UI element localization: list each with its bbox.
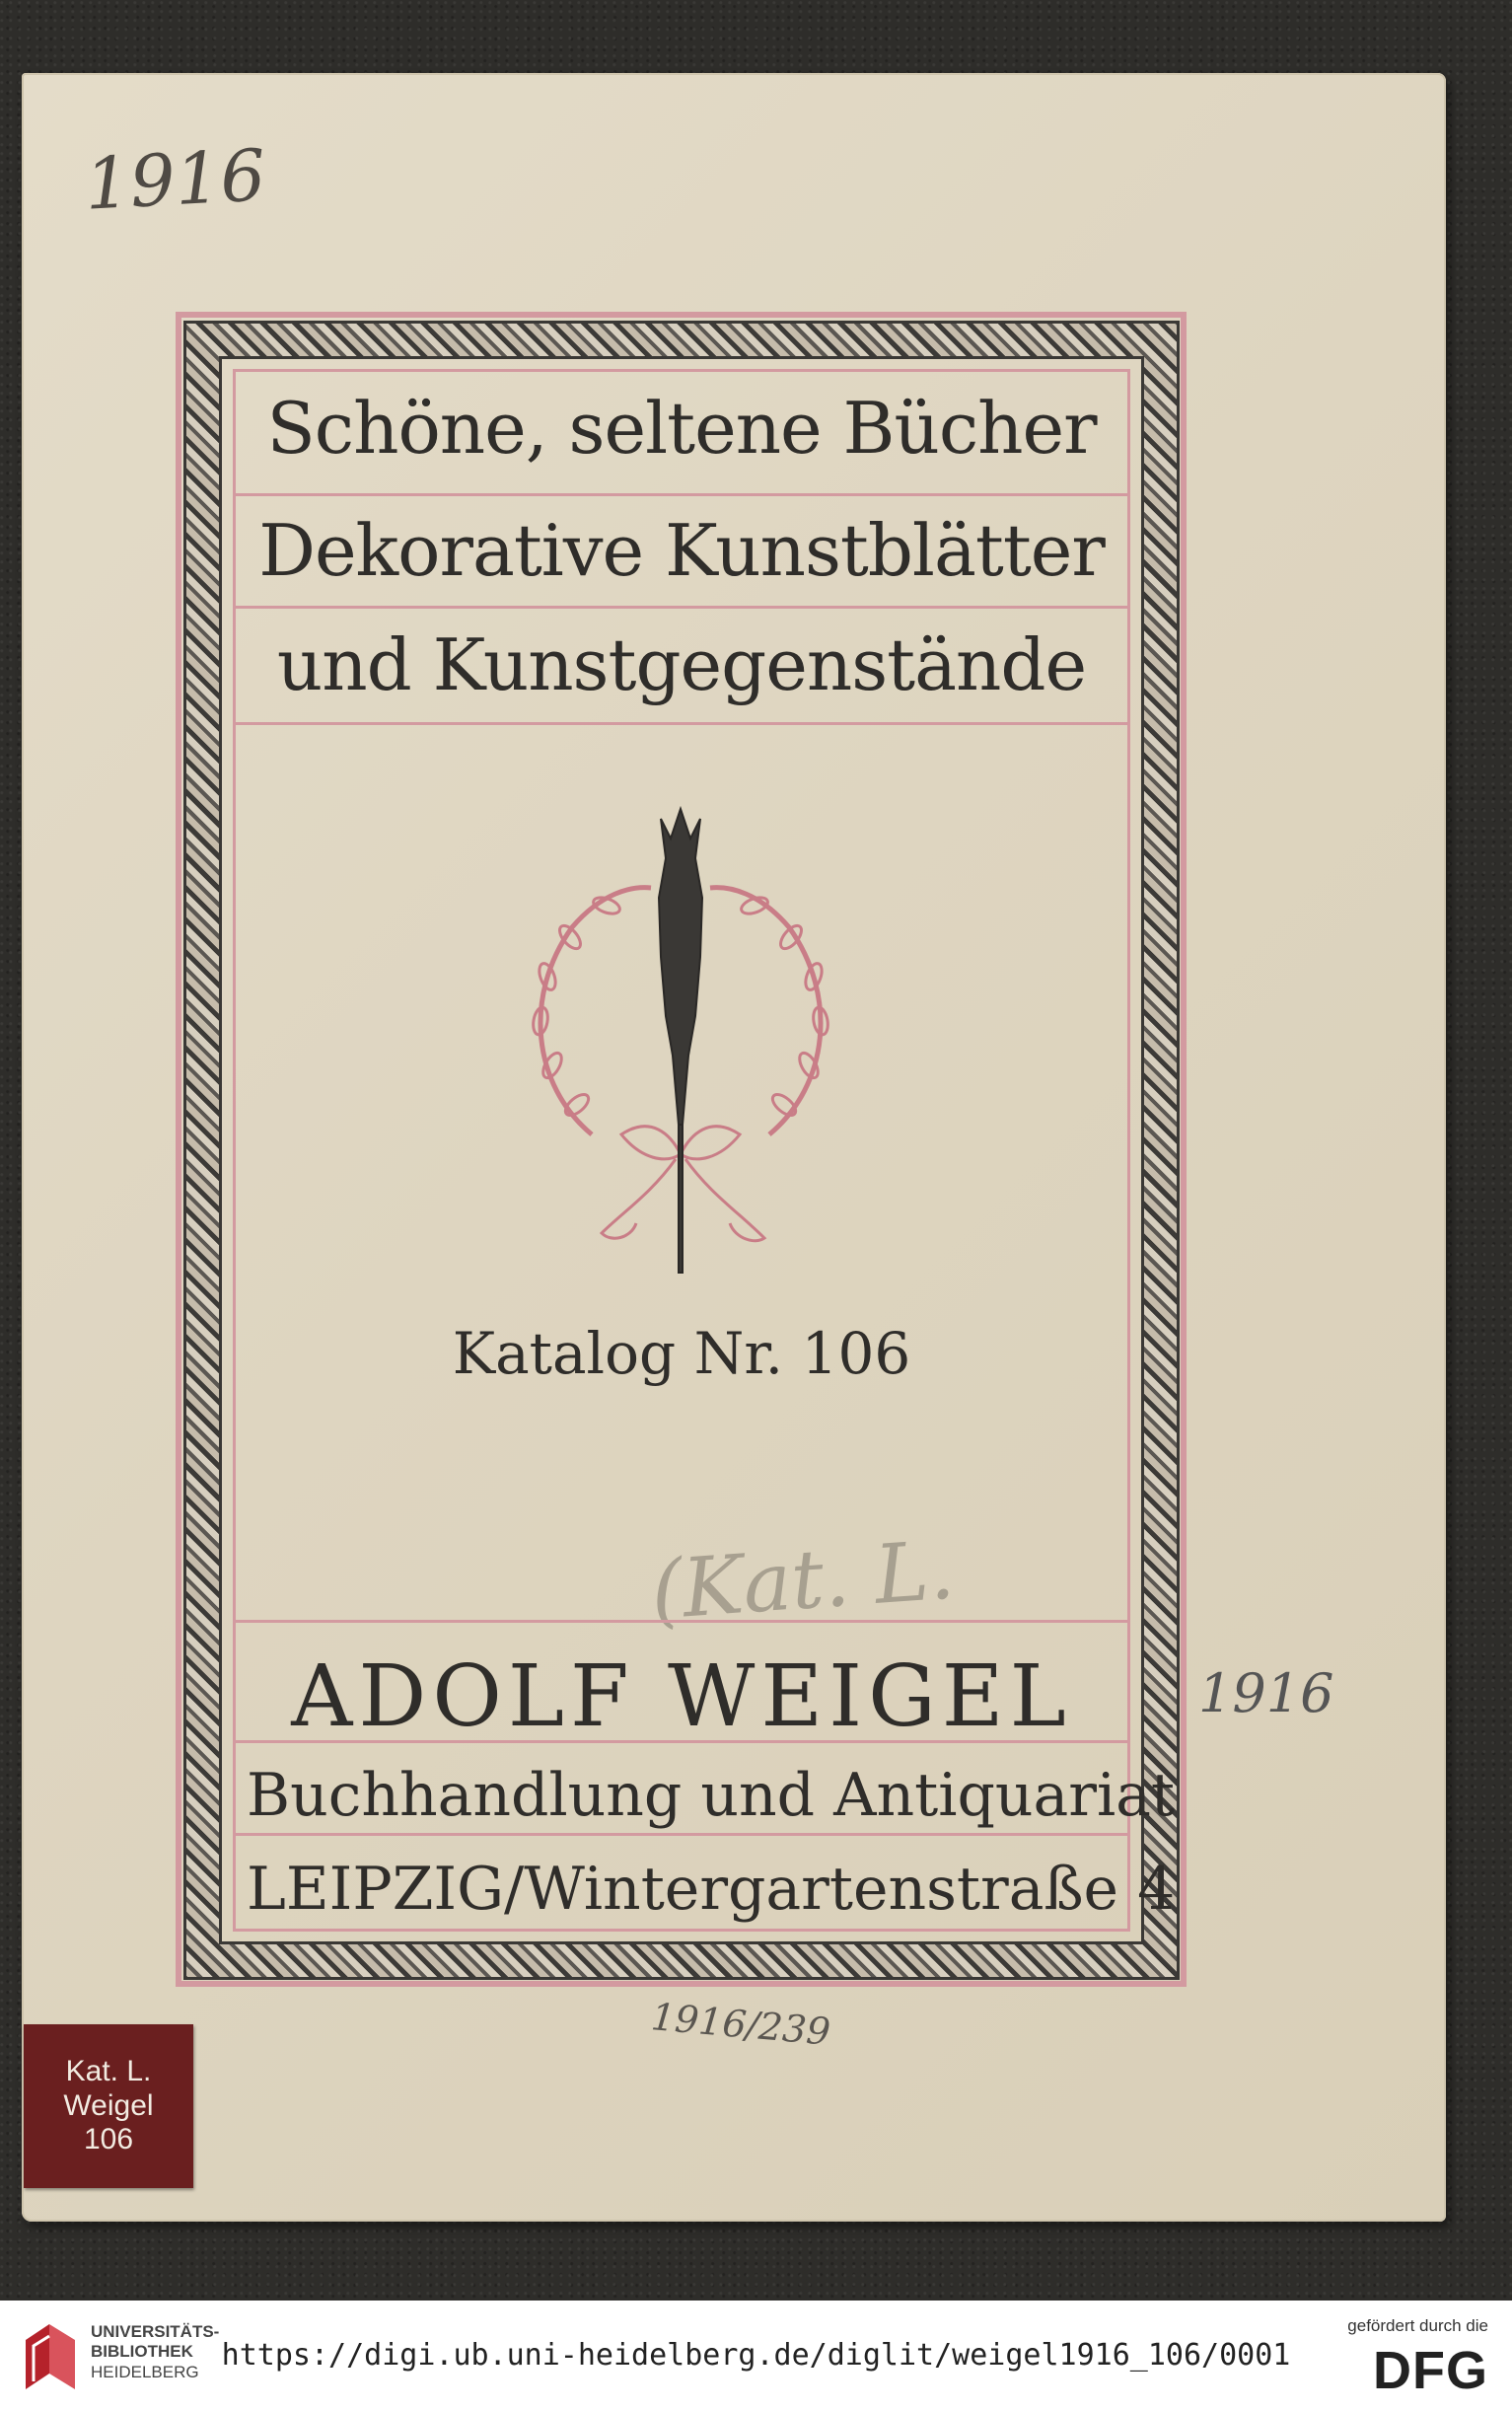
shelf-label-line: Weigel <box>63 2088 154 2122</box>
title-rule <box>233 493 1130 496</box>
viewer-footer <box>0 2301 1512 2411</box>
publisher-description: Buchhandlung und Antiquariat <box>247 1761 1176 1830</box>
pencil-year-top: 1916 <box>82 133 268 226</box>
shelf-label-line: Kat. L. <box>65 2055 152 2088</box>
library-name-line: HEIDELBERG <box>91 2362 199 2381</box>
funding-caption: gefördert durch die <box>1347 2316 1488 2335</box>
quill-and-wreath-icon <box>513 799 848 1292</box>
document-url-link[interactable]: https://digi.ub.uni-heidelberg.de/diglit/weigel1916_106/0001 <box>221 2338 1291 2373</box>
publisher-address: LEIPZIG/Wintergartenstraße 4 <box>247 1855 1176 1924</box>
shelf-label-line: 106 <box>83 2123 134 2156</box>
library-name-line: UNIVERSITÄTS- <box>91 2322 220 2341</box>
title-rule <box>233 722 1130 725</box>
pencil-year-right: 1916 <box>1198 1662 1334 1724</box>
title-rule <box>233 606 1130 609</box>
library-shelf-label <box>24 2024 193 2188</box>
publisher-rule <box>233 1620 1130 1623</box>
cover-title-line-3: und Kunstgegenstände <box>276 623 1087 706</box>
cover-title-line-2: Dekorative Kunstblätter <box>258 509 1105 592</box>
dfg-logo[interactable]: DFG <box>1373 2341 1488 2400</box>
cover-title-line-1: Schöne, seltene Bücher <box>266 387 1097 470</box>
pencil-reference-number: 1916/239 <box>649 1995 832 2054</box>
publisher-name: ADOLF WEIGEL <box>291 1647 1072 1746</box>
publisher-rule <box>233 1833 1130 1836</box>
catalog-number: Katalog Nr. 106 <box>452 1320 911 1387</box>
library-name-line: BIBLIOTHEK <box>91 2342 193 2362</box>
